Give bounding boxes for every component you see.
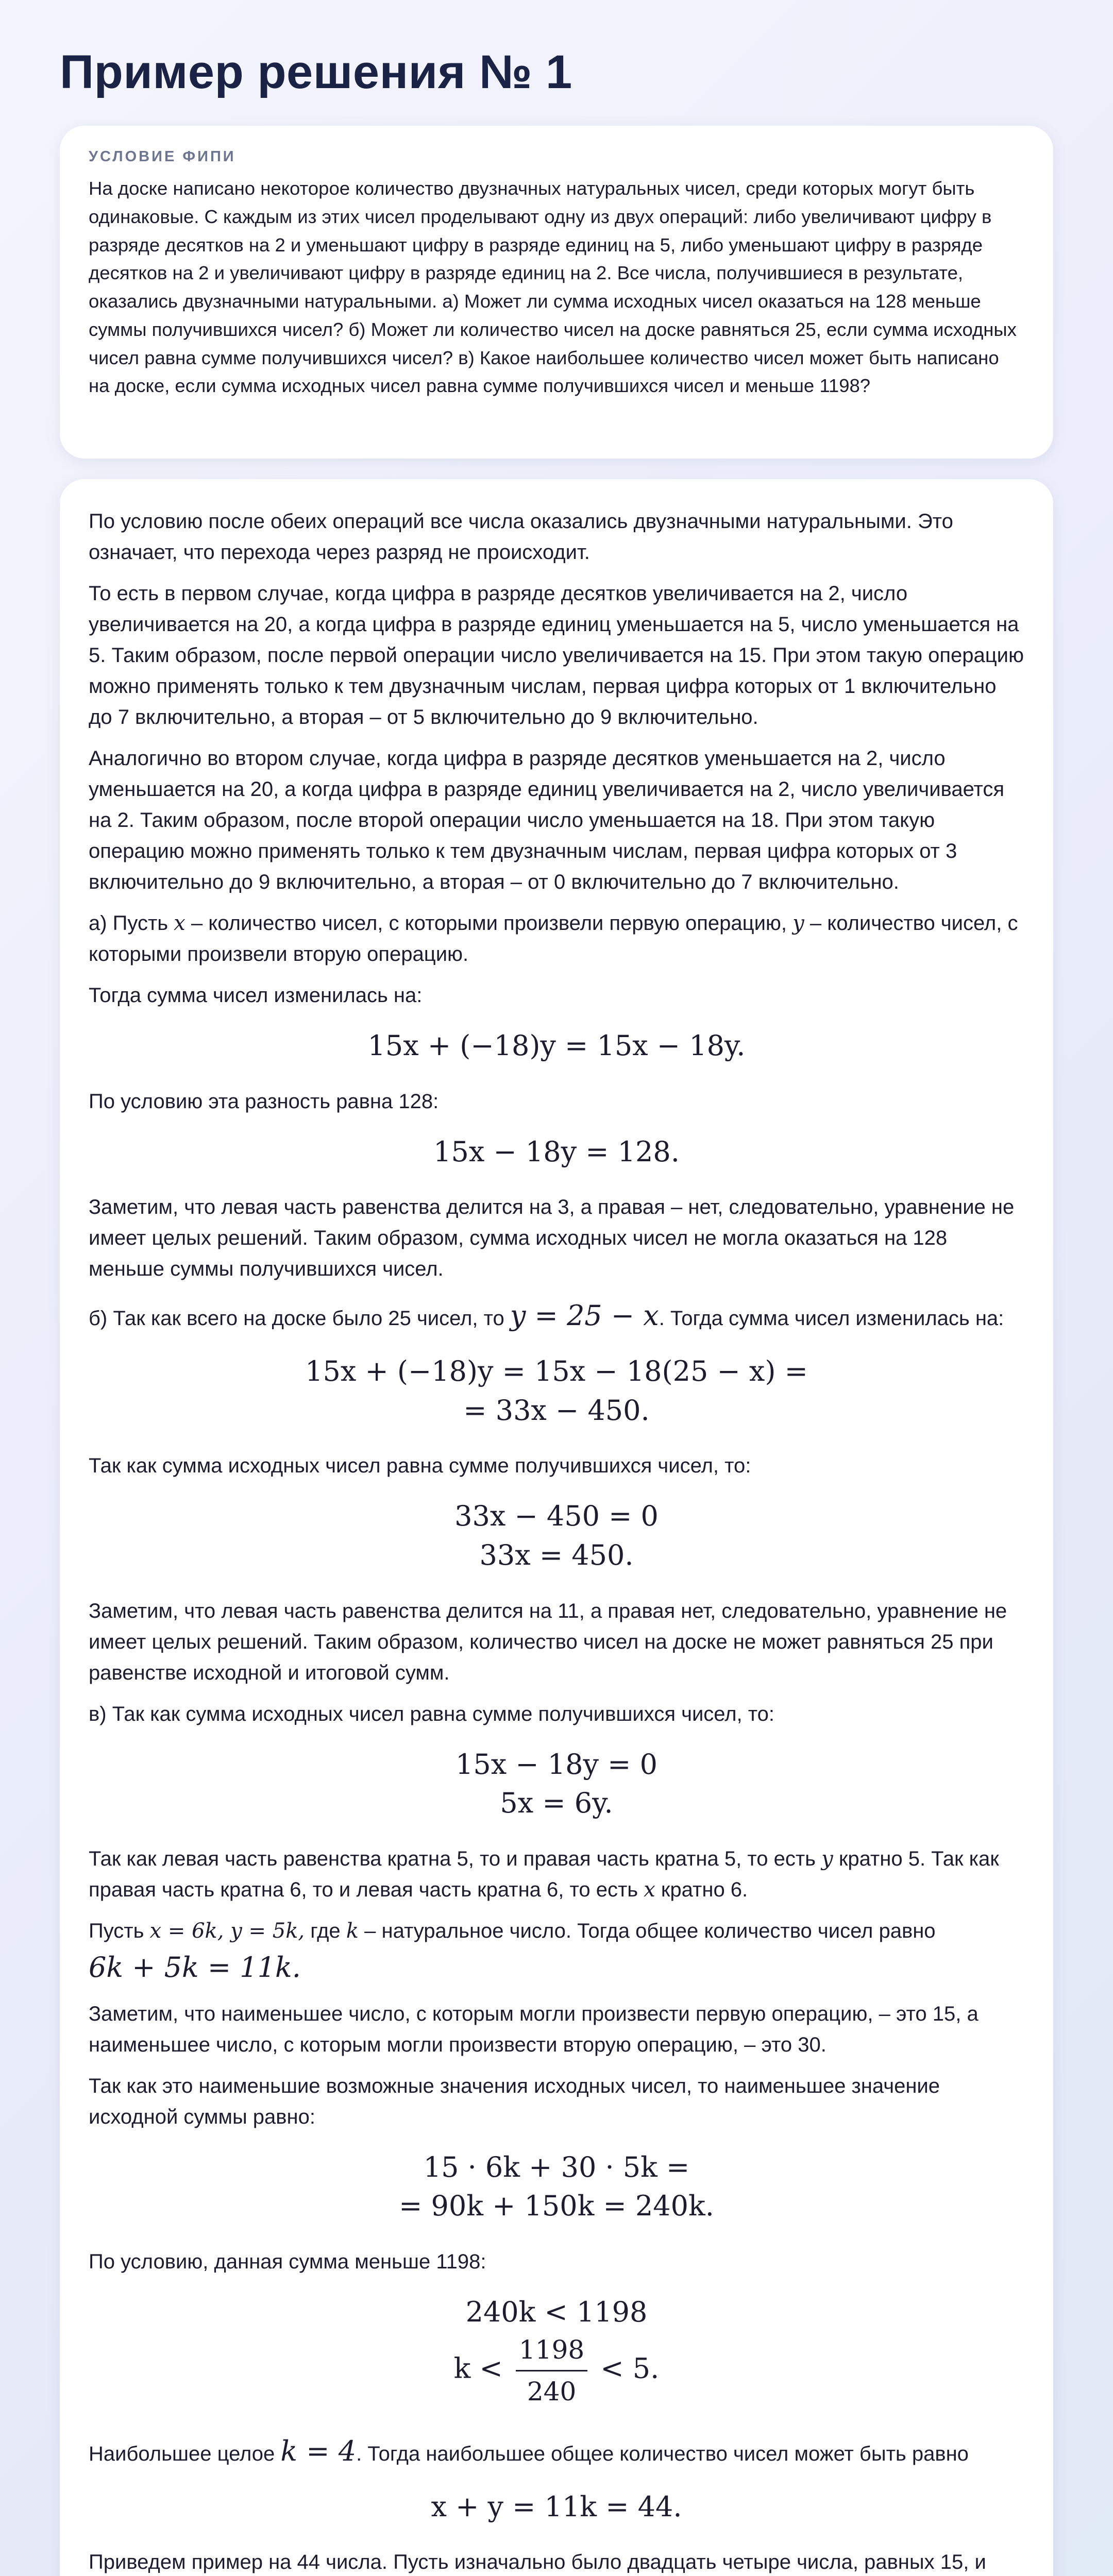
text-run: Так как левая часть равенства кратна 5, то и правая часть кратна 5, то есть bbox=[89, 1847, 822, 1870]
formula-line: 15x − 18y = 0 bbox=[456, 1748, 657, 1781]
math-inline: x bbox=[174, 911, 185, 935]
solution-paragraph: Заметим, что левая часть равенства делится на 11, а правая нет, следовательно, уравнение не имеет целых решений. Таким образом, количество чисел на доске не может равняться 25 при равенстве исходной и итоговой сумм. bbox=[89, 1599, 1007, 1684]
math-inline: y bbox=[821, 1846, 833, 1871]
solution-paragraph: Заметим, что левая часть равенства делится на 3, а правая – нет, следовательно, уравнение не имеет целых решений. Таким образом, сумма исходных чисел не могла оказаться на 128 меньше суммы получившихся чисел. bbox=[89, 1196, 1015, 1281]
formula bbox=[89, 1132, 1024, 1172]
formula-line bbox=[89, 2332, 1024, 2410]
formula bbox=[89, 1745, 1024, 1823]
text-run: где bbox=[305, 1919, 346, 1942]
formula-line: 15 · 6k + 30 · 5k = bbox=[423, 2150, 690, 2183]
formula-line: 15x − 18y = 128. bbox=[433, 1135, 680, 1168]
formula-line: 33x − 450 = 0 bbox=[454, 1500, 659, 1533]
math-inline: y bbox=[792, 911, 804, 935]
formula-part: k < bbox=[453, 2352, 503, 2385]
math-inline: k bbox=[346, 1919, 359, 1943]
solution-paragraph: Тогда сумма чисел изменилась на: bbox=[89, 984, 423, 1007]
solution-paragraph: Аналогично во втором случае, когда цифра в разряде десятков уменьшается на 2, число уменьшается на 20, а когда цифра в разряде единиц увеличивается на 2, число увеличивается на 2. Таким образом, после второй операции число уменьшается на 18. При этом такую операцию можно применять только к тем двузначным числам, первая цифра которых от 3 включительно до 9 включительно, а вторая – от 0 включительно до 7 включительно. bbox=[89, 747, 1005, 893]
text-run: . Тогда сумма чисел изменилась на: bbox=[659, 1307, 1004, 1330]
text-run: – количество чисел, с которыми произвели первую операцию, bbox=[185, 912, 793, 935]
text-run: Пусть bbox=[89, 1919, 150, 1942]
text-run: а) Пусть bbox=[89, 912, 174, 935]
math-inline: y = 25 − x bbox=[510, 1299, 659, 1332]
solution-paragraph: Приведем пример на 44 числа. Пусть изначально было двадцать четыре числа, равных 15, и bbox=[89, 2551, 986, 2574]
formula-line: 15x + (−18)y = 15x − 18y. bbox=[367, 1029, 746, 1062]
solution-paragraph: По условию, данная сумма меньше 1198: bbox=[89, 2250, 486, 2273]
text-run: б) Так как всего на доске было 25 чисел, то bbox=[89, 1307, 510, 1330]
math-inline: 6k + 5k = 11k. bbox=[89, 1951, 301, 1984]
solution-paragraph: По условию эта разность равна 128: bbox=[89, 1090, 439, 1113]
text-run: – количество чисел, с которыми произвели вторую операцию. bbox=[89, 912, 1018, 965]
page-title: Пример решения № 1 bbox=[60, 46, 572, 98]
formula-part: < 5. bbox=[600, 2352, 660, 2385]
math-inline: k = 4 bbox=[280, 2434, 357, 2467]
math-inline: x = 6k, y = 5k, bbox=[149, 1919, 305, 1943]
condition-label: УСЛОВИЕ ФИПИ bbox=[89, 148, 236, 165]
formula-line: 33x = 450. bbox=[479, 1538, 634, 1571]
solution-paragraph: Заметим, что наименьшее число, с которым могли произвести первую операцию, – это 15, а наименьшее число, с которым могли произвести вторую операцию, – это 30. bbox=[89, 2002, 979, 2056]
text-run: кратно 5. Так как правая часть кратна 6, то и левая часть кратна 6, то есть bbox=[89, 1847, 999, 1901]
formula-line: 15x + (−18)y = 15x − 18(25 − x) = bbox=[305, 1355, 808, 1388]
formula bbox=[89, 2487, 1024, 2527]
formula bbox=[89, 2148, 1024, 2226]
fraction bbox=[516, 2332, 587, 2410]
formula bbox=[89, 1026, 1024, 1065]
solution-paragraph bbox=[89, 2430, 1024, 2472]
formula bbox=[89, 2293, 1024, 2410]
solution-paragraph bbox=[89, 1916, 1024, 1988]
part-b-intro bbox=[89, 1295, 1024, 1336]
formula-line: 5x = 6y. bbox=[500, 1787, 613, 1820]
condition-text: На доске написано некоторое количество двузначных натуральных чисел, среди которых могут быть одинаковые. С каждым из этих чисел проделывают одну из двух операций: либо увеличивают цифру в разряде десятков на 2 и уменьшают цифру в разряде единиц на 5, либо уменьшают цифру в разряде десятков на 2 и увеличивают цифру в разряде единиц на 2. Все числа, получившиеся в результате, оказались двузначными натуральными. а) Может ли сумма исходных чисел оказаться на 128 меньше суммы получившихся чисел? б) Может ли количество чисел на доске равняться 25, если сумма исходных чисел равна сумме получившихся чисел? в) Какое наибольшее количество чисел может быть написано на доске, если сумма исходных чисел равна сумме получившихся чисел и меньше 1198? bbox=[89, 178, 1017, 397]
solution-paragraph: в) Так как сумма исходных чисел равна сумме получившихся чисел, то: bbox=[89, 1702, 774, 1725]
text-run: кратно 6. bbox=[655, 1878, 748, 1901]
text-run: . Тогда наибольшее общее количество чисел может быть равно bbox=[356, 2442, 969, 2465]
formula-line: = 33x − 450. bbox=[463, 1394, 650, 1427]
formula bbox=[89, 1352, 1024, 1430]
formula-line: = 90k + 150k = 240k. bbox=[399, 2190, 714, 2223]
solution-card bbox=[60, 479, 1053, 2576]
text-run: Наибольшее целое bbox=[89, 2442, 281, 2465]
formula bbox=[89, 1497, 1024, 1574]
formula-line: x + y = 11k = 44. bbox=[431, 2490, 682, 2523]
fraction-numerator: 1198 bbox=[516, 2332, 587, 2371]
math-inline: x bbox=[644, 1877, 655, 1902]
condition-card bbox=[60, 126, 1053, 459]
solution-paragraph: То есть в первом случае, когда цифра в разряде десятков увеличивается на 2, число увеличивается на 20, а когда цифра в разряде единиц уменьшается на 5, число уменьшается на 5. Таким образом, после первой операции число увеличивается на 15. При этом такую операцию можно применять только к тем двузначным числам, первая цифра которых от 1 включительно до 7 включительно, а вторая – от 5 включительно до 9 включительно. bbox=[89, 582, 1024, 728]
solution-paragraph: Так как сумма исходных чисел равна сумме получившихся чисел, то: bbox=[89, 1454, 751, 1478]
part-a-intro bbox=[89, 908, 1024, 970]
solution-paragraph: Так как это наименьшие возможные значения исходных чисел, то наименьшее значение исходной суммы равно: bbox=[89, 2074, 940, 2128]
formula-line: 240k < 1198 bbox=[465, 2295, 648, 2328]
fraction-denominator: 240 bbox=[527, 2376, 577, 2406]
solution-paragraph: По условию после обеих операций все числа оказались двузначными натуральными. Это означает, что перехода через разряд не происходит. bbox=[89, 510, 953, 564]
solution-paragraph bbox=[89, 1843, 1024, 1905]
text-run: – натуральное число. Тогда общее количество чисел равно bbox=[359, 1919, 936, 1942]
